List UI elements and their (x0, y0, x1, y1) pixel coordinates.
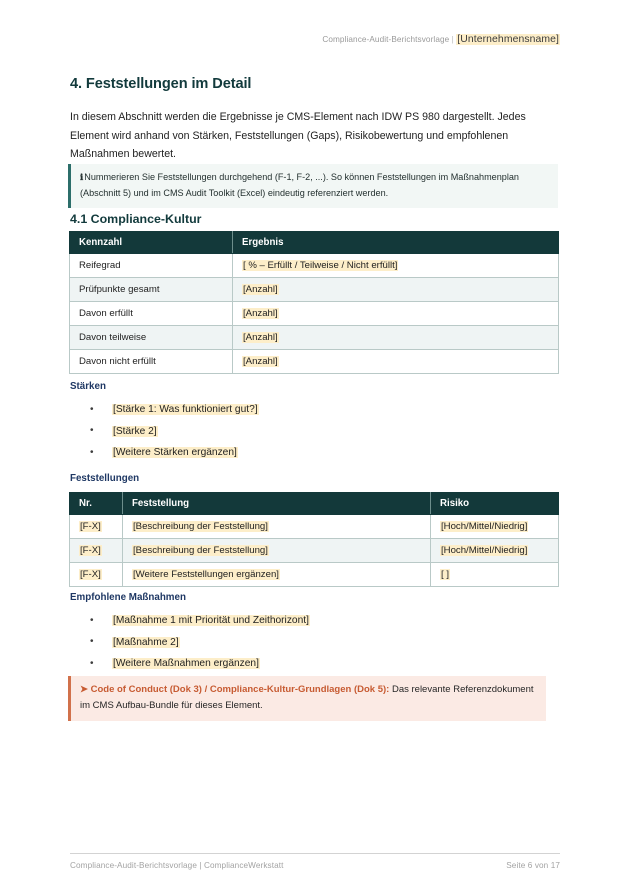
column-header-kennzahl: Kennzahl (70, 232, 233, 254)
placeholder-text: [F-X] (80, 545, 101, 556)
placeholder-text: [Anzahl] (243, 284, 278, 295)
footer-left-text: Compliance-Audit-Berichtsvorlage | ComplianceWerkstatt (70, 861, 284, 870)
callout-description: Das relevante Referenzdokument im CMS Aufbau-Bundle für dieses Element. (80, 684, 534, 711)
reference-callout (68, 676, 546, 721)
placeholder-text: [Anzahl] (243, 308, 278, 319)
arrow-right-icon: ➤ (80, 684, 88, 695)
info-callout (68, 164, 558, 208)
header-company-placeholder: [Unternehmensname] (457, 34, 559, 45)
footer-page-number: Seite 6 von 17 (506, 861, 560, 870)
cell-nr (70, 539, 123, 563)
placeholder-text: [F-X] (80, 521, 101, 532)
page-title: 4. Feststellungen im Detail (70, 76, 252, 92)
document-footer (70, 853, 560, 870)
list-item (86, 421, 259, 443)
cell-risiko (431, 515, 559, 539)
table-row (70, 563, 559, 587)
table-header-row (70, 232, 559, 254)
column-header-ergebnis: Ergebnis (233, 232, 559, 254)
cell-label: Davon teilweise (70, 326, 233, 350)
placeholder-text: [Stärke 2] (113, 425, 157, 437)
cell-value (233, 302, 559, 326)
list-item (86, 610, 310, 632)
placeholder-text: [Maßnahme 1 mit Priorität und Zeithorizont] (113, 615, 309, 626)
staerken-heading: Stärken (70, 381, 106, 392)
callout-document-reference: Code of Conduct (Dok 3) / Compliance-Kultur-Grundlagen (Dok 5): (90, 684, 390, 695)
cell-value (233, 326, 559, 350)
info-icon: ℹ (80, 172, 84, 182)
cell-label: Davon erfüllt (70, 302, 233, 326)
feststellungen-table (69, 492, 559, 587)
cell-value (233, 254, 559, 278)
staerken-list (86, 399, 259, 464)
placeholder-text: [Stärke 1: Was funktioniert gut?] (113, 404, 258, 415)
placeholder-text: [Beschreibung der Feststellung] (133, 521, 268, 532)
column-header-feststellung: Feststellung (123, 493, 431, 515)
document-header (70, 34, 560, 45)
table-row (70, 350, 559, 374)
intro-paragraph: In diesem Abschnitt werden die Ergebnisse je CMS-Element nach IDW PS 980 dargestellt. Jedes Element wird anhand von Stärken, Feststellungen (Gaps), Risikobewertung und empfohlenen Maßnahmen bewertet. (70, 111, 526, 160)
placeholder-text: [ ] (441, 569, 449, 580)
table-row (70, 326, 559, 350)
placeholder-text: [ % – Erfüllt / Teilweise / Nicht erfüllt] (243, 260, 398, 271)
table-row (70, 302, 559, 326)
kennzahl-table (69, 231, 559, 374)
cell-risiko (431, 539, 559, 563)
header-separator: | (451, 35, 454, 44)
cell-feststellung (123, 539, 431, 563)
list-item (86, 442, 259, 464)
placeholder-text: [Anzahl] (243, 356, 278, 367)
placeholder-text: [Beschreibung der Feststellung] (133, 545, 268, 556)
cell-label: Davon nicht erfüllt (70, 350, 233, 374)
cell-nr (70, 563, 123, 587)
massnahmen-list (86, 610, 310, 675)
placeholder-text: [F-X] (80, 569, 101, 580)
list-item (86, 399, 259, 421)
cell-feststellung (123, 563, 431, 587)
table-row (70, 539, 559, 563)
placeholder-text: [Anzahl] (243, 332, 278, 343)
column-header-risiko: Risiko (431, 493, 559, 515)
placeholder-text: [Weitere Feststellungen ergänzen] (133, 569, 279, 580)
column-header-nr: Nr. (70, 493, 123, 515)
placeholder-text: [Hoch/Mittel/Niedrig] (441, 545, 528, 556)
cell-value (233, 278, 559, 302)
cell-value (233, 350, 559, 374)
list-item (86, 632, 310, 654)
table-header-row (70, 493, 559, 515)
massnahmen-heading: Empfohlene Maßnahmen (70, 592, 186, 603)
placeholder-text: [Weitere Stärken ergänzen] (113, 447, 237, 458)
info-callout-text: Nummerieren Sie Feststellungen durchgehend (F-1, F-2, ...). So können Feststellungen im Maßnahmenplan (Abschnitt 5) und im CMS Audit Toolkit (Excel) eindeutig referenziert werden. (80, 172, 519, 198)
cell-nr (70, 515, 123, 539)
cell-label: Reifegrad (70, 254, 233, 278)
placeholder-text: [Hoch/Mittel/Niedrig] (441, 521, 528, 532)
cell-label: Prüfpunkte gesamt (70, 278, 233, 302)
feststellungen-heading: Feststellungen (70, 473, 140, 484)
list-item (86, 653, 310, 675)
placeholder-text: [Maßnahme 2] (113, 636, 179, 648)
subsection-title: 4.1 Compliance-Kultur (70, 212, 202, 226)
table-row (70, 254, 559, 278)
header-template-name: Compliance-Audit-Berichtsvorlage (322, 35, 450, 44)
placeholder-text: [Weitere Maßnahmen ergänzen] (113, 658, 259, 669)
table-row (70, 278, 559, 302)
table-row (70, 515, 559, 539)
cell-feststellung (123, 515, 431, 539)
cell-risiko (431, 563, 559, 587)
